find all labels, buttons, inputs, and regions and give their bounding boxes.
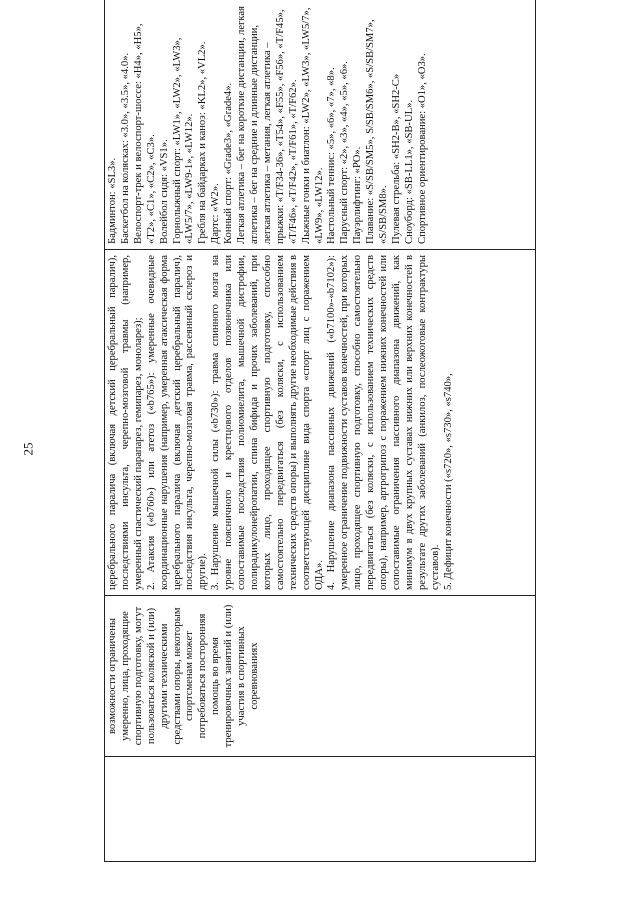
sport-class-line: Велоспорт-трек и велоспорт-шоссе: «H4», «H5», «T2», «C1», «C2», «C3». (132, 23, 157, 244)
sport-class-line: Волейбол сидя: «VS1». (158, 139, 170, 244)
impairment-paragraph: 5. Дефицит конечности («s720», «s730», «s740», (442, 373, 454, 590)
impairment-paragraph: церебрального паралича (включая детский церебральный паралич), последствиями инсульта, черепно-мозговой травмы (например, умеренный спастический парапарез, гемипарез, моноларез); (107, 255, 144, 590)
sport-class-line: Плавание: «S/SB/SM5», S/SB/SM6», «S/SB/SM7», «S/SB/SM8». (365, 19, 390, 244)
sport-class-line: Парусный спорт: «2», «3», «4», «5», «6». (339, 61, 351, 244)
sport-class-line: Горнолыжный спорт: «LW1», «LW2», «LW3», «LW5/7», «LW9-1», «LW12». (171, 37, 196, 244)
sport-class-line: Бадминтон: «SL3». (107, 157, 118, 244)
table-row (105, 0, 536, 862)
sport-class-line: Баскетбол на колясках: «3.0», «3.5», «4.0». (119, 52, 131, 244)
sport-class-line: Конный спорт: «Grade3», «Grade4». (223, 82, 235, 244)
rotated-table-page (104, 6, 536, 862)
sport-class-line: Спортивное ориентирование: «O1», «O3». (416, 53, 428, 244)
sport-class-line: Гребля на байдарках и каноэ: «KL2», «VL2». (197, 41, 209, 244)
table-cell-sport-classes (105, 0, 536, 250)
sport-class-line: Дартс: «W2». (210, 183, 222, 244)
table-cell-impairments (105, 250, 536, 596)
sport-class-line: Пауэрлифтинг: «PO». (352, 146, 364, 244)
page-number: 25 (20, 442, 36, 456)
table-cell-description: возможности ограничены умеренно, лица, проходящие спортивную подготовку, могут пользоваться коляской и (или) другими техническими средствами опоры, некоторым спортсменам может потребоваться посторонняя помощь во время тренировочных занятий и (или) участия в спортивных соревнованиях (105, 596, 536, 757)
impairment-paragraph: 4. Нарушение диапазона пассивных движений («b7100»-«b7102»): умеренное ограничение подвижности суставов конечностей, при которых лицо, проходящее спортивную подготовку, способно самостоятельно передвигаться (без коляски, с использованием технических средств опоры), например, артрогрипоз с поражением нижних конечностей или сопоставимые ограничения пассивного диапазона движений, как минимум в двух крупных суставах нижних или верхних конечностей в результате других заболеваний (анкилоз, послеожоговые контрактуры суставов). (326, 255, 441, 590)
classification-table (104, 0, 536, 862)
impairment-paragraph: 3. Нарушение мышечной силы («b730»): травма спинного мозга на уровне поясничного и крестцового отделов позвоночника или сопоставимые последствия полиомиелита, мышечной дистрофии, полирадикулонейропатии, спина бифида и прочих заболеваний, при которых лицо, проходящее спортивную подготовку, способно самостоятельно передвигаться (без коляски, с использованием технических средств опоры) и выполнять другие необходимые действия в соответствующей дисциплине вида спорта «спорт лиц с поражением ОДА». (210, 255, 325, 590)
sport-class-line: Сноуборд: «SB-LL1», «SB-UL». (403, 99, 415, 244)
sport-class-line: Легкая атлетика – бег на короткие дистанции, легкая атлетика – бег на средние и длинные дистанции, легкая атлетика – метания, легкая атлетика – прыжки: «T/F34-36», «T54», «F55», «F56», «T/F45», «T/F46», «T/F42», «T/F61», «T/F62». (236, 6, 299, 244)
impairment-paragraph: 2. Атаксия («b760») или атетоз («b765»): умеренные очевидные координационные нарушения (например, умеренная атаксическая форма церебрального паралича (включая детский церебральный паралич), последствия инсульта, черепно-мозговая травма, рассеянный склероз и другие). (145, 255, 209, 590)
sport-class-line: Пулевая стрельба: «SH2-B», «SH2-C» (390, 73, 402, 244)
table-cell-empty (105, 757, 536, 862)
sport-class-line: Лыжные гонки и биатлон: «LW2», «LW3», «LW5/7», «LW9», «LW12». (300, 7, 325, 244)
sport-class-line: Настольный теннис: «5», «6», «7», «8». (326, 67, 338, 244)
